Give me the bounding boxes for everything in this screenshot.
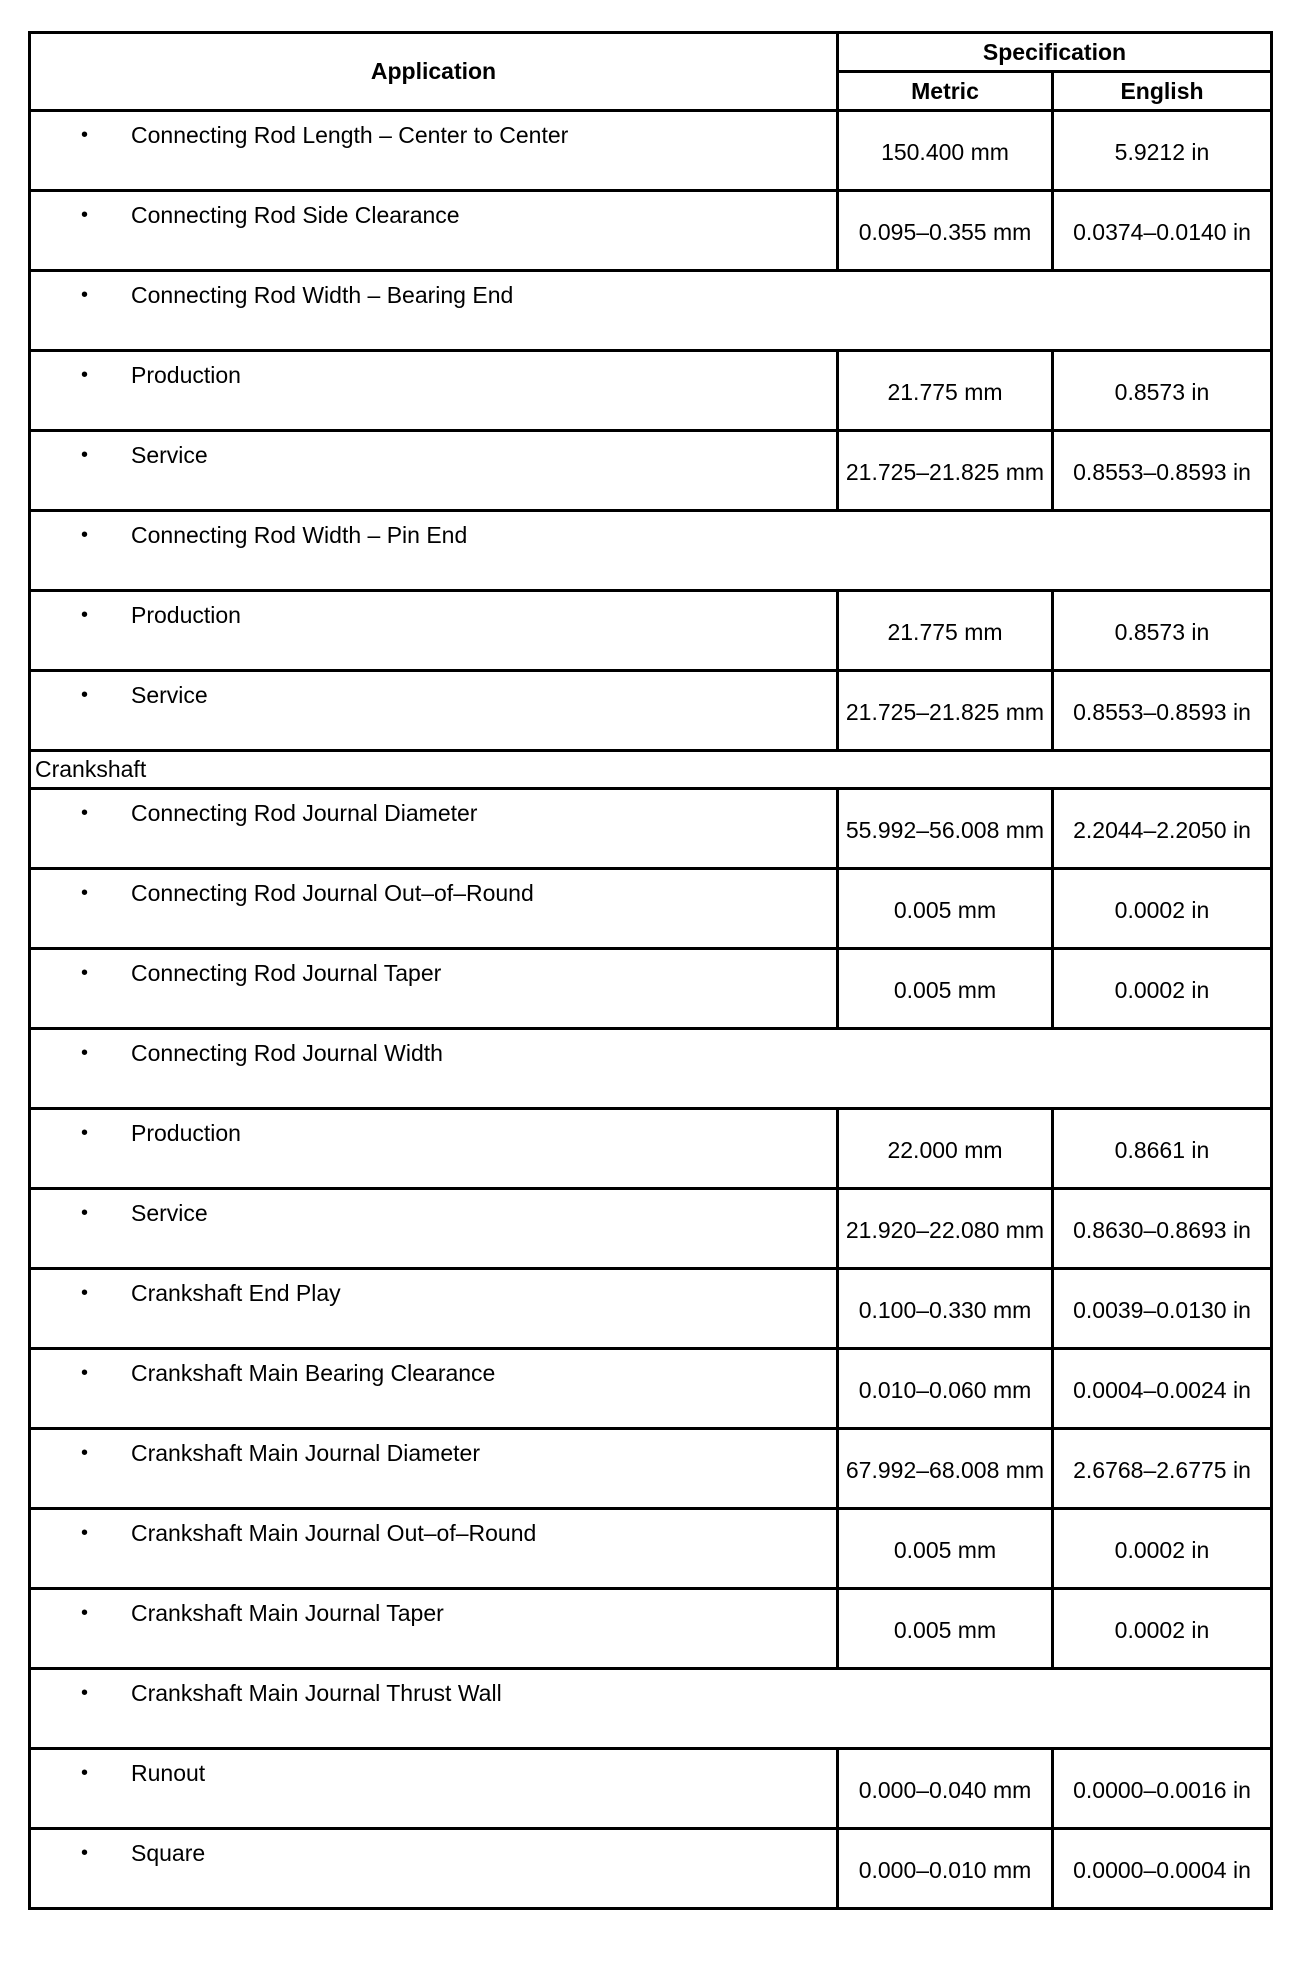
specification-header: Specification bbox=[838, 33, 1272, 72]
english-value: 0.8573 in bbox=[1053, 351, 1272, 431]
bullet-icon: • bbox=[81, 604, 89, 626]
english-value: 0.0002 in bbox=[1053, 1509, 1272, 1589]
english-value: 0.0000–0.0004 in bbox=[1053, 1829, 1272, 1909]
application-cell bbox=[30, 191, 838, 271]
metric-value: 0.005 mm bbox=[838, 1589, 1053, 1669]
section-label: Crankshaft bbox=[30, 751, 1272, 789]
row-label: Service bbox=[131, 442, 208, 468]
row-label: Service bbox=[131, 682, 208, 708]
row-label: Production bbox=[131, 1120, 241, 1146]
row-label: Production bbox=[131, 602, 241, 628]
application-cell bbox=[30, 1029, 1272, 1109]
english-value: 0.0002 in bbox=[1053, 869, 1272, 949]
english-value: 0.0374–0.0140 in bbox=[1053, 191, 1272, 271]
bullet-icon: • bbox=[81, 1522, 89, 1544]
table-row bbox=[30, 949, 1272, 1029]
metric-value: 0.000–0.010 mm bbox=[838, 1829, 1053, 1909]
metric-value: 21.775 mm bbox=[838, 351, 1053, 431]
metric-value: 0.000–0.040 mm bbox=[838, 1749, 1053, 1829]
group-row bbox=[30, 511, 1272, 591]
table-row bbox=[30, 1189, 1272, 1269]
bullet-icon: • bbox=[81, 1842, 89, 1864]
bullet-icon: • bbox=[81, 1682, 89, 1704]
table-row bbox=[30, 1589, 1272, 1669]
metric-value: 0.095–0.355 mm bbox=[838, 191, 1053, 271]
application-cell bbox=[30, 431, 838, 511]
group-label: Crankshaft Main Journal Thrust Wall bbox=[131, 1680, 502, 1706]
english-value: 0.8553–0.8593 in bbox=[1053, 671, 1272, 751]
english-header: English bbox=[1053, 72, 1272, 111]
group-row bbox=[30, 271, 1272, 351]
metric-value: 0.100–0.330 mm bbox=[838, 1269, 1053, 1349]
application-cell bbox=[30, 591, 838, 671]
english-value: 0.8573 in bbox=[1053, 591, 1272, 671]
table-row bbox=[30, 1269, 1272, 1349]
table-row bbox=[30, 1749, 1272, 1829]
table-row bbox=[30, 591, 1272, 671]
table-row bbox=[30, 671, 1272, 751]
application-header: Application bbox=[30, 33, 838, 111]
table-row bbox=[30, 351, 1272, 431]
row-label: Crankshaft Main Journal Taper bbox=[131, 1600, 444, 1626]
group-row bbox=[30, 1669, 1272, 1749]
specification-table bbox=[28, 31, 1273, 1910]
bullet-icon: • bbox=[81, 364, 89, 386]
table-row bbox=[30, 789, 1272, 869]
application-cell bbox=[30, 949, 838, 1029]
table-body bbox=[30, 111, 1272, 1909]
metric-value: 21.920–22.080 mm bbox=[838, 1189, 1053, 1269]
application-cell bbox=[30, 1269, 838, 1349]
metric-value: 67.992–68.008 mm bbox=[838, 1429, 1053, 1509]
bullet-icon: • bbox=[81, 204, 89, 226]
table-header bbox=[30, 33, 1272, 111]
english-value: 0.0002 in bbox=[1053, 1589, 1272, 1669]
table-row bbox=[30, 1349, 1272, 1429]
row-label: Runout bbox=[131, 1760, 206, 1786]
english-value: 0.8630–0.8693 in bbox=[1053, 1189, 1272, 1269]
application-cell bbox=[30, 789, 838, 869]
english-value: 2.6768–2.6775 in bbox=[1053, 1429, 1272, 1509]
table-row bbox=[30, 1509, 1272, 1589]
bullet-icon: • bbox=[81, 124, 89, 146]
bullet-icon: • bbox=[81, 1202, 89, 1224]
row-label: Connecting Rod Journal Taper bbox=[131, 960, 442, 986]
application-cell bbox=[30, 1429, 838, 1509]
application-cell bbox=[30, 1189, 838, 1269]
row-label: Connecting Rod Journal Diameter bbox=[131, 800, 478, 826]
english-value: 0.8661 in bbox=[1053, 1109, 1272, 1189]
english-value: 0.0000–0.0016 in bbox=[1053, 1749, 1272, 1829]
bullet-icon: • bbox=[81, 1762, 89, 1784]
metric-value: 22.000 mm bbox=[838, 1109, 1053, 1189]
english-value: 2.2044–2.2050 in bbox=[1053, 789, 1272, 869]
metric-value: 0.005 mm bbox=[838, 869, 1053, 949]
bullet-icon: • bbox=[81, 1602, 89, 1624]
row-label: Square bbox=[131, 1840, 206, 1866]
row-label: Connecting Rod Side Clearance bbox=[131, 202, 460, 228]
table-row bbox=[30, 1829, 1272, 1909]
application-cell bbox=[30, 351, 838, 431]
application-cell bbox=[30, 271, 1272, 351]
application-cell bbox=[30, 1669, 1272, 1749]
table-row bbox=[30, 191, 1272, 271]
metric-value: 21.725–21.825 mm bbox=[838, 671, 1053, 751]
bullet-icon: • bbox=[81, 962, 89, 984]
section-row bbox=[30, 751, 1272, 789]
row-label: Crankshaft Main Journal Out–of–Round bbox=[131, 1520, 537, 1546]
application-cell bbox=[30, 511, 1272, 591]
row-label: Crankshaft End Play bbox=[131, 1280, 341, 1306]
bullet-icon: • bbox=[81, 882, 89, 904]
bullet-icon: • bbox=[81, 1362, 89, 1384]
application-cell bbox=[30, 1509, 838, 1589]
metric-value: 55.992–56.008 mm bbox=[838, 789, 1053, 869]
bullet-icon: • bbox=[81, 684, 89, 706]
table-row bbox=[30, 1109, 1272, 1189]
group-label: Connecting Rod Width – Bearing End bbox=[131, 282, 514, 308]
group-row bbox=[30, 1029, 1272, 1109]
application-cell bbox=[30, 1829, 838, 1909]
english-value: 5.9212 in bbox=[1053, 111, 1272, 191]
bullet-icon: • bbox=[81, 1442, 89, 1464]
row-label: Service bbox=[131, 1200, 208, 1226]
english-value: 0.0039–0.0130 in bbox=[1053, 1269, 1272, 1349]
english-value: 0.0004–0.0024 in bbox=[1053, 1349, 1272, 1429]
application-cell bbox=[30, 111, 838, 191]
group-label: Connecting Rod Width – Pin End bbox=[131, 522, 468, 548]
metric-value: 21.775 mm bbox=[838, 591, 1053, 671]
metric-value: 0.005 mm bbox=[838, 949, 1053, 1029]
application-cell bbox=[30, 869, 838, 949]
table-row bbox=[30, 111, 1272, 191]
metric-value: 21.725–21.825 mm bbox=[838, 431, 1053, 511]
bullet-icon: • bbox=[81, 1282, 89, 1304]
table-row bbox=[30, 431, 1272, 511]
row-label: Production bbox=[131, 362, 241, 388]
row-label: Connecting Rod Journal Out–of–Round bbox=[131, 880, 534, 906]
metric-header: Metric bbox=[838, 72, 1053, 111]
row-label: Crankshaft Main Journal Diameter bbox=[131, 1440, 480, 1466]
group-label: Connecting Rod Journal Width bbox=[131, 1040, 443, 1066]
application-cell bbox=[30, 1749, 838, 1829]
application-cell bbox=[30, 1109, 838, 1189]
table-row bbox=[30, 1429, 1272, 1509]
application-cell bbox=[30, 671, 838, 751]
row-label: Crankshaft Main Bearing Clearance bbox=[131, 1360, 496, 1386]
bullet-icon: • bbox=[81, 1042, 89, 1064]
english-value: 0.0002 in bbox=[1053, 949, 1272, 1029]
metric-value: 150.400 mm bbox=[838, 111, 1053, 191]
row-label: Connecting Rod Length – Center to Center bbox=[131, 122, 569, 148]
bullet-icon: • bbox=[81, 284, 89, 306]
bullet-icon: • bbox=[81, 444, 89, 466]
bullet-icon: • bbox=[81, 524, 89, 546]
table-row bbox=[30, 869, 1272, 949]
application-cell bbox=[30, 1349, 838, 1429]
metric-value: 0.005 mm bbox=[838, 1509, 1053, 1589]
bullet-icon: • bbox=[81, 1122, 89, 1144]
metric-value: 0.010–0.060 mm bbox=[838, 1349, 1053, 1429]
application-cell bbox=[30, 1589, 838, 1669]
bullet-icon: • bbox=[81, 802, 89, 824]
english-value: 0.8553–0.8593 in bbox=[1053, 431, 1272, 511]
